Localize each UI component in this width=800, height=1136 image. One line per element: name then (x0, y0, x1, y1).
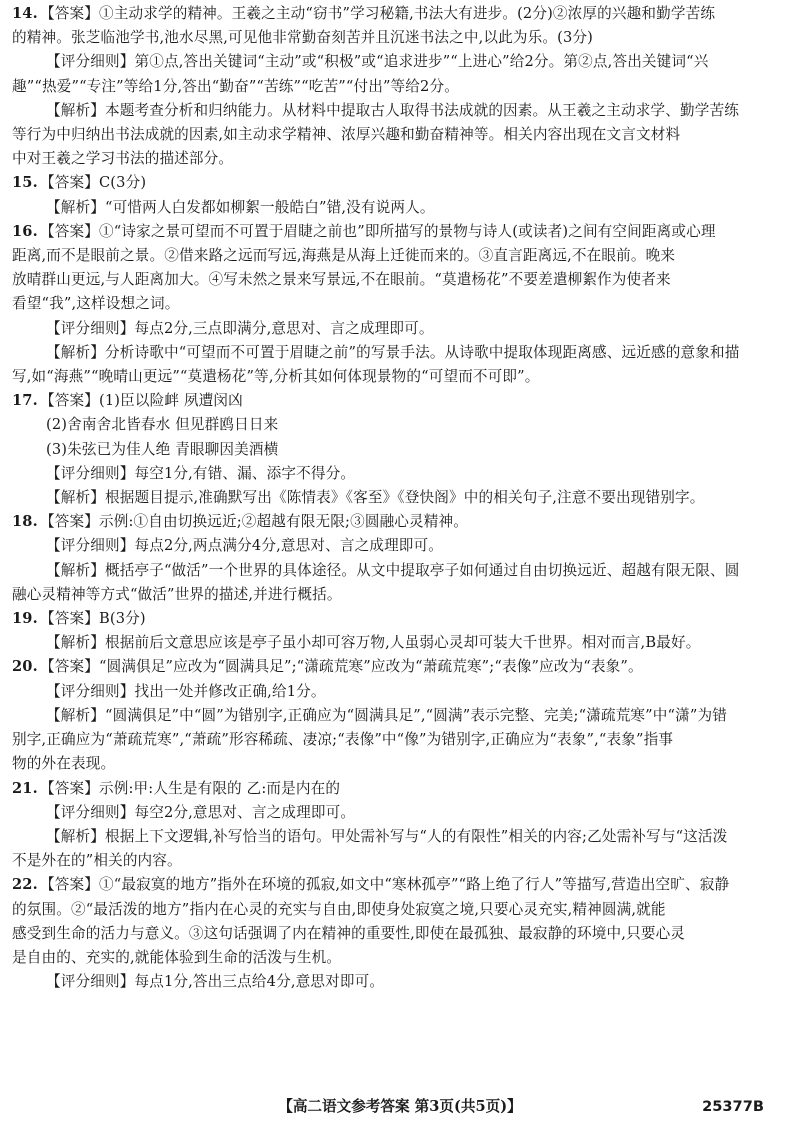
answer-line: 是自由的、充实的,就能体验到生命的活泼与生机。 (12, 948, 342, 966)
answer-line: 物的外在表现。 (12, 755, 116, 773)
answer-line: 等行为中归纳出书法成就的因素,如主动求学精神、浓厚兴趣和勤奋精神等。相关内容出现在文言文材料 (12, 126, 681, 144)
answer-line: 【解析】本题考查分析和归纳能力。从材料中提取古人取得书法成就的因素。从王羲之主动求学、勤学苦练 (46, 101, 739, 119)
answer-line: 趣”“热爱”“专注”等给1分,答出“勤奋”“苦练”“吃苦”“付出”等给2分。 (12, 77, 459, 95)
answer-line: 【评分细则】每点2分,三点即满分,意思对、言之成理即可。 (46, 319, 434, 337)
answer-line: 【评分细则】每空1分,有错、漏、添字不得分。 (46, 464, 356, 482)
answer-line-text: 【答案】B(3分) (40, 610, 146, 628)
answer-first-line (12, 220, 776, 244)
answer-first-line (12, 389, 776, 413)
question-number: 15. (12, 174, 38, 192)
answer-line: 不是外在的”相关的内容。 (12, 852, 182, 870)
answer-line-text: 【答案】示例:①自由切换远近;②超越有限无限;③圆融心灵精神。 (40, 513, 469, 531)
answer-line: 【评分细则】每空2分,意思对、言之成理即可。 (46, 803, 356, 821)
answer-line: 感受到生命的活力与意义。③这句话强调了内在精神的重要性,即使在最孤独、最寂静的环境中,只要心灵 (12, 924, 686, 942)
question-number: 18. (12, 513, 38, 531)
answer-item (0, 655, 800, 776)
answer-line-text: 【答案】①主动求学的精神。王羲之主动“窃书”学习秘籍,书法大有进步。(2分)②浓厚的兴趣和勤学苦练 (40, 5, 716, 22)
answer-first-line (12, 510, 776, 534)
answer-line: 【解析】分析诗歌中“可望而不可置于眉睫之前”的写景手法。从诗歌中提取体现距离感、远近感的意象和描 (46, 343, 740, 361)
answer-line: 【解析】根据上下文逻辑,补写恰当的语句。甲处需补写与“人的有限性”相关的内容;乙处需补写与“这活泼 (46, 827, 728, 845)
answer-item (0, 510, 800, 607)
answer-item (0, 607, 800, 655)
answer-line: 距离,而不是眼前之景。②借来路之远而写远,海燕是从海上迁徙而来的。③直言距离远,不在眼前。晚来 (12, 247, 676, 265)
question-number: 19. (12, 610, 38, 628)
answer-line: 【解析】概括亭子“做活”一个世界的具体途径。从文中提取亭子如何通过自由切换远近、超越有限无限、圆 (46, 561, 740, 579)
answer-line: 看望“我”,这样设想之词。 (12, 295, 180, 313)
answer-line-text: 【答案】“圆满俱足”应改为“圆满具足”;“潇疏荒寒”应改为“萧疏荒寒”;“表像”应改为“表象”。 (40, 658, 643, 676)
answer-first-line (12, 873, 776, 897)
footer-title: 【高二语文参考答案 第3页(共5页)】 (278, 1098, 522, 1115)
answer-line: 的精神。张芝临池学书,池水尽黑,可见他非常勤奋刻苦并且沉迷书法之中,以此为乐。(3分) (12, 29, 594, 47)
answer-line-text: 【答案】C(3分) (40, 174, 147, 192)
question-number: 16. (12, 222, 38, 240)
answer-line-text: 【答案】①“最寂寞的地方”指外在环境的孤寂,如文中“寒林孤亭”“路上绝了行人”等描写,营造出空旷、寂静 (40, 876, 730, 894)
answer-line: (2)舍南舍北皆春水 但见群鸥日日来 (46, 416, 279, 434)
answer-line: 写,如“海燕”“晚晴山更远”“莫遣杨花”等,分析其如何体现景物的“可望而不可即”。 (12, 368, 540, 386)
answer-item (0, 777, 800, 874)
question-number: 21. (12, 779, 38, 797)
answer-item (0, 171, 800, 219)
answer-item (0, 873, 800, 994)
answer-line: 别字,正确应为“萧疏荒寒”,“萧疏”形容稀疏、凄凉;“表像”中“像”为错别字,正确应为“表象”,“表象”指事 (12, 731, 674, 749)
answer-first-line (12, 607, 776, 631)
answer-line: 【解析】“圆满俱足”中“圆”为错别字,正确应为“圆满具足”,“圆满”表示完整、完美;“潇疏荒寒”中“潇”为错 (46, 706, 727, 724)
question-number: 20. (12, 658, 38, 676)
answer-line: (3)朱弦已为佳人绝 青眼聊因美酒横 (46, 440, 279, 458)
answer-line: 【评分细则】每点1分,答出三点给4分,意思对即可。 (46, 973, 385, 991)
answer-line: 【解析】“可惜两人白发都如柳絮一般皓白”错,没有说两人。 (46, 198, 435, 216)
answer-first-line (12, 655, 776, 679)
answer-line: 融心灵精神等方式“做活”世界的描述,并进行概括。 (12, 585, 342, 603)
answer-line: 的氛围。②“最活泼的地方”指内在心灵的充实与自由,即使身处寂寞之境,只要心灵充实,精神圆满,就能 (12, 900, 666, 918)
answer-line: 【评分细则】第①点,答出关键词“主动”或“积极”或“追求进步”“上进心”给2分。第②点,答出关键词“兴 (46, 53, 709, 71)
answer-list (0, 2, 800, 994)
answer-first-line (12, 2, 776, 26)
answer-item (0, 2, 800, 171)
question-number: 14. (12, 5, 38, 22)
answer-line: 中对王羲之学习书法的描述部分。 (12, 150, 234, 168)
answer-line: 【解析】根据题目提示,准确默写出《陈情表》《客至》《登快阁》中的相关句子,注意不要出现错别字。 (46, 489, 705, 507)
answer-line-text: 【答案】①“诗家之景可望而不可置于眉睫之前也”即所描写的景物与诗人(或读者)之间有空间距离或心理 (40, 222, 716, 240)
answer-line: 【评分细则】每点2分,两点满分4分,意思对、言之成理即可。 (46, 537, 444, 555)
answer-first-line (12, 777, 776, 801)
page-footer (0, 1094, 800, 1120)
answer-item (0, 389, 800, 510)
question-number: 17. (12, 392, 38, 410)
answer-item (0, 220, 800, 389)
answer-line-text: 【答案】示例:甲:人生是有限的 乙:而是内在的 (40, 779, 341, 797)
answer-line: 【评分细则】找出一处并修改正确,给1分。 (46, 682, 326, 700)
answer-line: 放晴群山更远,与人距离加大。④写未然之景来写景远,不在眼前。“莫遣杨花”不要差遣柳絮作为使者来 (12, 271, 671, 289)
footer-code: 25377B (702, 1098, 764, 1115)
answer-line: 【解析】根据前后文意思应该是亭子虽小却可容万物,人虽弱心灵却可装大千世界。相对而言,B最好。 (46, 634, 701, 652)
answer-line-text: 【答案】(1)臣以险衅 夙遭闵凶 (40, 392, 243, 410)
answer-first-line (12, 171, 776, 195)
question-number: 22. (12, 876, 38, 894)
